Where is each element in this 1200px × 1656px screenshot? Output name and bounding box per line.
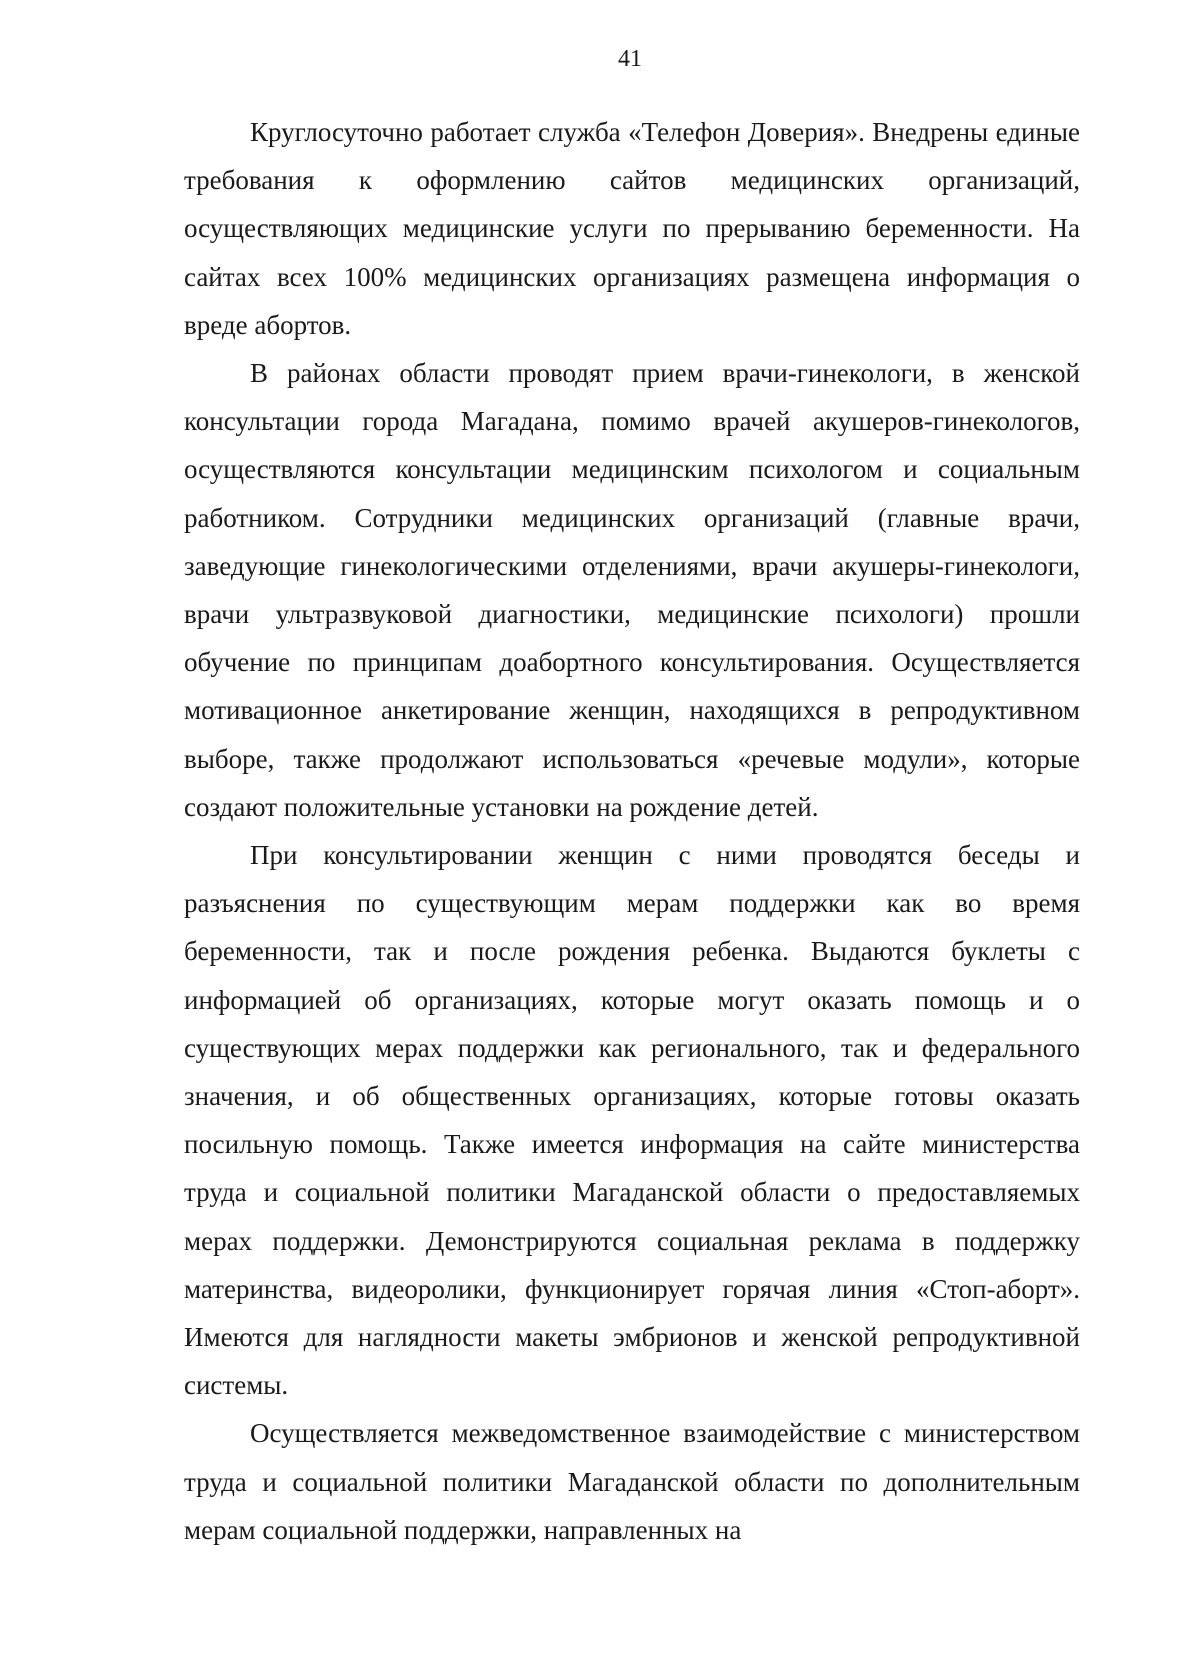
paragraph-consultations: В районах области проводят прием врачи-гинекологи, в женской консультации города Магадана, помимо врачей акушеров-гинекологов, осуществляются консультации медицинским психологом и социальным работником. Сотрудники медицинских организаций (главные врачи, заведующие гинекологическими отделениями, врачи акушеры-гинекологи, врачи ультразвуковой диагностики, медицинские психологи) прошли обучение по принципам доабортного консультирования. Осуществляется мотивационное анкетирование женщин, находящихся в репродуктивном выборе, также продолжают использоваться «речевые модули», которые создают положительные установки на рождение детей. [184, 358, 1080, 822]
page-number: 41 [618, 46, 642, 72]
document-body [184, 108, 1080, 1554]
paragraph-helpline: Круглосуточно работает служба «Телефон Доверия». Внедрены единые требования к оформлению сайтов медицинских организаций, осуществляющих медицинские услуги по прерыванию беременности. На сайтах всех 100% медицинских организациях размещена информация о вреде абортов. [184, 117, 1080, 340]
paragraph-interagency-cooperation: Осуществляется межведомственное взаимодействие с министерством труда и социальной политики Магаданской области по дополнительным мерам социальной поддержки, направленных на [184, 1418, 1080, 1545]
paragraph-support-measures: При консультировании женщин с ними проводятся беседы и разъяснения по существующим мерам поддержки как во время беременности, так и после рождения ребенка. Выдаются буклеты с информацией об организациях, которые могут оказать помощь и о существующих мерах поддержки как регионального, так и федерального значения, и об общественных организациях, которые готовы оказать посильную помощь. Также имеется информация на сайте министерства труда и социальной политики Магаданской области о предоставляемых мерах поддержки. Демонстрируются социальная реклама в поддержку материнства, видеоролики, функционирует горячая линия «Стоп-аборт». Имеются для наглядности макеты эмбрионов и женской репродуктивной системы. [184, 840, 1080, 1401]
